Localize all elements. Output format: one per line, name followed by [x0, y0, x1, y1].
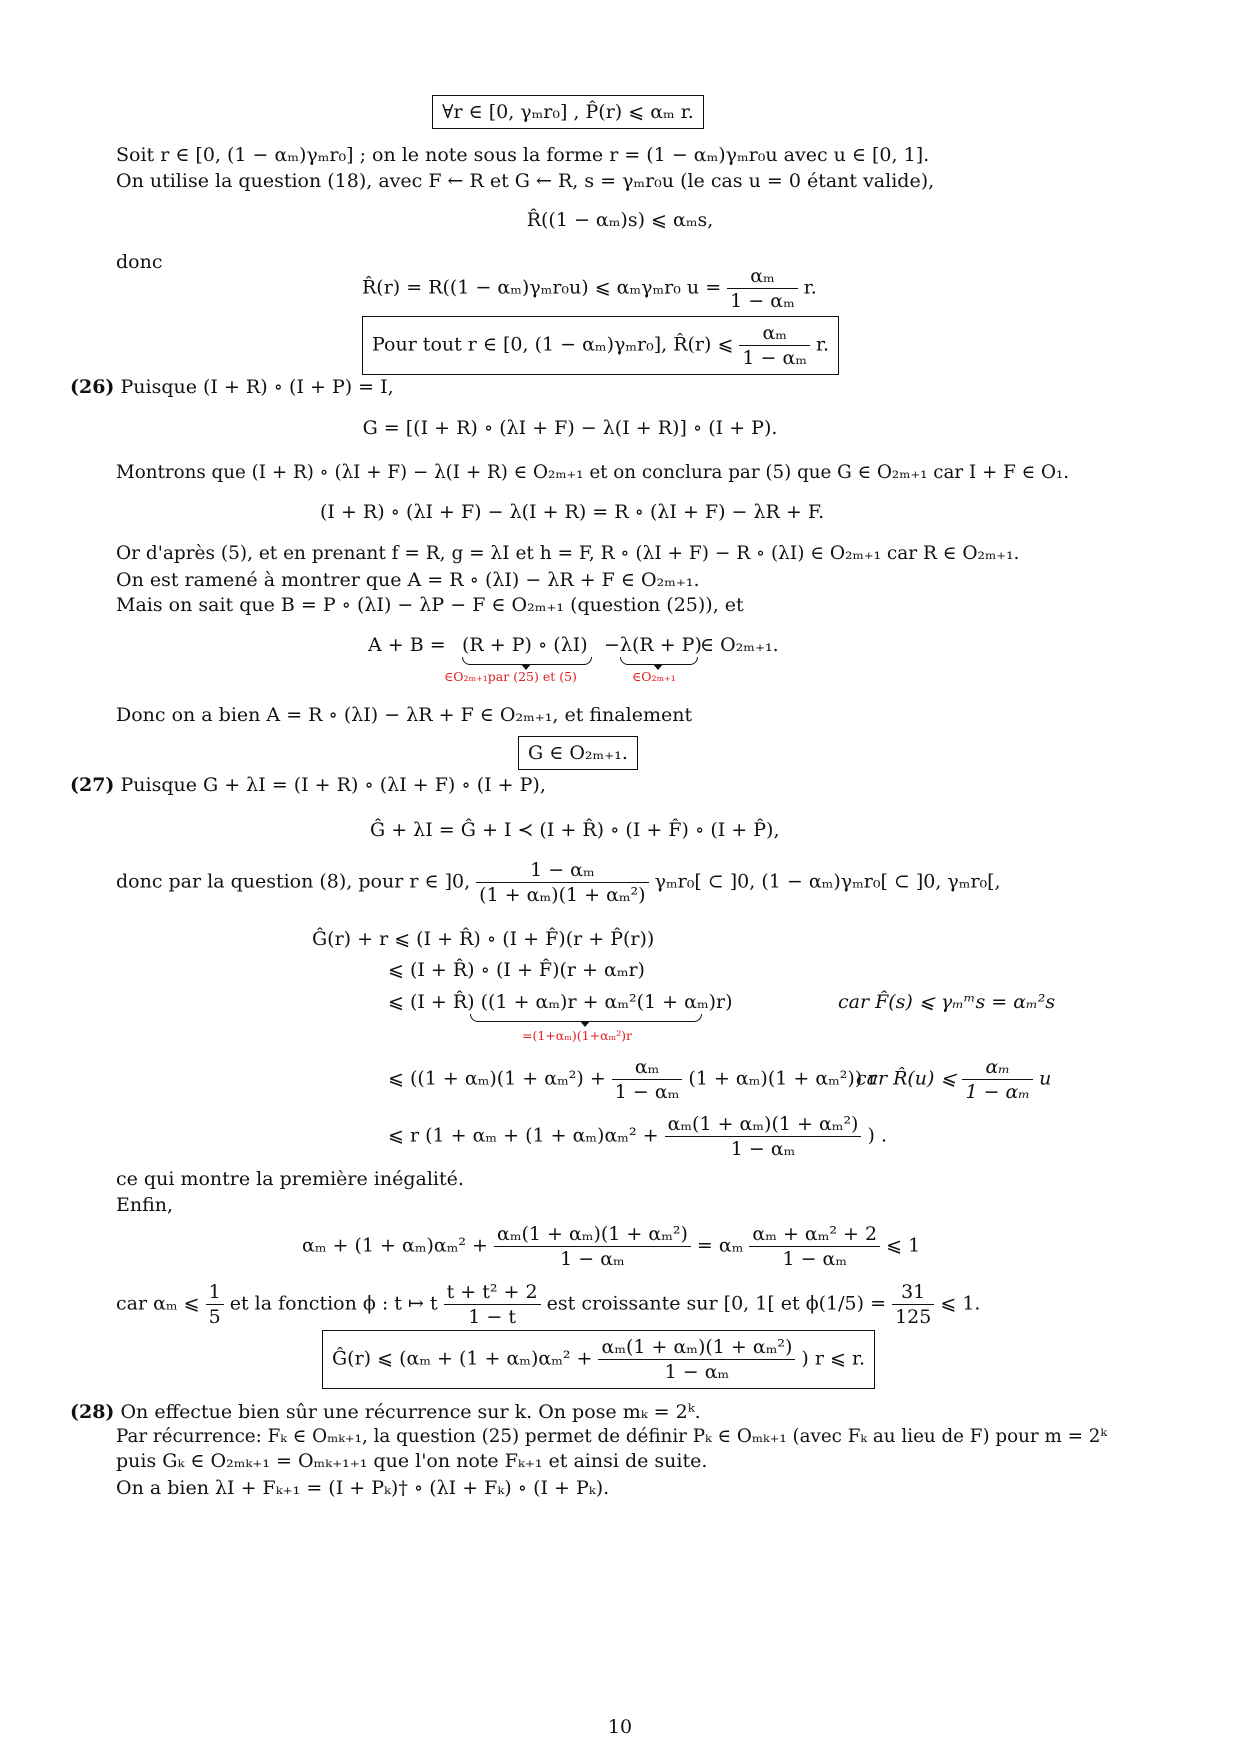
boxed-result-1	[432, 95, 704, 129]
text-line: puis Gₖ ∈ O₂ₘₖ₊₁ = Oₘₖ₊₁₊₁ que l'on note Fₖ₊₁ et ainsi de suite.	[116, 1450, 708, 1472]
equation	[362, 264, 817, 313]
comment-part: u	[1039, 1067, 1052, 1090]
equation-part: R̂(r) = R((1 − αₘ)γₘr₀u) ⩽ αₘγₘr₀ u =	[362, 276, 722, 299]
equation-part: A + B =	[368, 634, 446, 656]
question-number: (27)	[70, 774, 115, 796]
equation: (I + R) ∘ (λI + F) − λ(I + R) = R ∘ (λI + F) − λR + F.	[320, 501, 825, 523]
fraction	[612, 1055, 683, 1104]
equation: R̂((1 − αₘ)s) ⩽ αₘs,	[526, 209, 714, 231]
equation-a-plus-b	[368, 633, 446, 657]
equation-chain-line	[388, 1055, 877, 1104]
fraction-denominator: 1 − αₘ	[730, 290, 795, 312]
text-line	[116, 858, 1001, 907]
text-line: On est ramené à montrer que A = R ∘ (λI) − λR + F ∈ O₂ₘ₊₁.	[116, 569, 700, 591]
comment-part: car R̂(u) ⩽	[856, 1067, 957, 1090]
text-line	[116, 1280, 980, 1329]
underbrace-label: ∈O₂ₘ₊₁	[632, 669, 676, 684]
question-28	[70, 1400, 701, 1424]
fraction	[665, 1112, 862, 1161]
equation-part: ⩽ r (1 + αₘ + (1 + αₘ)αₘ² +	[388, 1124, 659, 1147]
equation-chain-line: ⩽ (I + R̂) ((1 + αₘ)r + αₘ²(1 + αₘ)r)	[388, 991, 733, 1013]
text-line: On a bien λI + Fₖ₊₁ = (I + Pₖ)† ∘ (λI + Fₖ) ∘ (I + Pₖ).	[116, 1477, 610, 1499]
equation-part: = αₘ	[696, 1234, 744, 1257]
fraction-numerator: 1	[206, 1280, 224, 1305]
fraction-denominator: 1 − αₘ	[742, 347, 807, 369]
text-part: donc par la question (8), pour r ∈ ]0,	[116, 870, 471, 893]
fraction-denominator: 1 − αₘ	[730, 1138, 796, 1160]
text-line: Donc on a bien A = R ∘ (λI) − λR + F ∈ O₂ₘ₊₁, et finalement	[116, 704, 693, 726]
fraction-numerator: αₘ(1 + αₘ)(1 + αₘ²)	[598, 1335, 795, 1360]
text-line: On utilise la question (18), avec F ← R et G ← R, s = γₘr₀u (le cas u = 0 étant valide),	[116, 170, 935, 192]
text-line: Mais on sait que B = P ∘ (λI) − λP − F ∈ O₂ₘ₊₁ (question (25)), et	[116, 594, 744, 616]
text-line: Montrons que (I + R) ∘ (λI + F) − λ(I + R) ∈ O₂ₘ₊₁ et on conclura par (5) que G ∈ O₂ₘ₊₁ car I + F ∈ O₁.	[116, 462, 1070, 483]
fraction	[727, 264, 798, 313]
fraction-numerator: 31	[892, 1280, 934, 1305]
boxed-result-1-text: ∀r ∈ [0, γₘr₀] , P̂(r) ⩽ αₘ r.	[442, 101, 694, 123]
text-part: γₘr₀[ ⊂ ]0, (1 − αₘ)γₘr₀[ ⊂ ]0, γₘr₀[,	[654, 870, 1001, 893]
boxed-text: r.	[816, 333, 830, 356]
equation-comment	[856, 1055, 1051, 1104]
text-line: ce qui montre la première inégalité.	[116, 1168, 464, 1190]
boxed-result-2	[362, 316, 839, 375]
fraction	[749, 1222, 880, 1271]
text-line: Soit r ∈ [0, (1 − αₘ)γₘr₀] ; on le note sous la forme r = (1 − αₘ)γₘr₀u avec u ∈ [0, 1].	[116, 144, 930, 166]
equation-chain-line	[388, 1112, 887, 1161]
fraction-denominator: 1 − αₘ	[614, 1081, 680, 1103]
question-number: (26)	[70, 376, 115, 398]
text-line: donc	[116, 251, 163, 273]
equation-part: ⩽ ((1 + αₘ)(1 + αₘ²) +	[388, 1067, 606, 1090]
equation: Ĝ + λI = Ĝ + I ≺ (I + R̂) ∘ (I + F̂) ∘ (I + P̂),	[370, 819, 780, 841]
question-26	[70, 375, 394, 399]
underbrace-label: ∈O₂ₘ₊₁par (25) et (5)	[444, 669, 577, 684]
fraction-numerator: αₘ + αₘ² + 2	[749, 1222, 880, 1247]
fraction	[206, 1280, 224, 1329]
underbrace-tip	[580, 1021, 590, 1027]
fraction-numerator: αₘ	[612, 1055, 683, 1080]
text-part: car αₘ ⩽	[116, 1292, 200, 1315]
equation-part: −λ(R + P)	[604, 634, 702, 656]
question-text: Puisque G + λI = (I + R) ∘ (λI + F) ∘ (I + P),	[120, 774, 546, 796]
equation: G = [(I + R) ∘ (λI + F) − λ(I + R)] ∘ (I + P).	[362, 417, 778, 439]
fraction-denominator: 5	[208, 1306, 221, 1328]
text-part: est croissante sur [0, 1[ et ϕ(1/5) =	[546, 1292, 887, 1315]
fraction-numerator: t + t² + 2	[444, 1280, 541, 1305]
fraction	[494, 1222, 691, 1271]
equation	[302, 1222, 920, 1271]
page-number: 10	[607, 1716, 633, 1738]
boxed-text: G ∈ O₂ₘ₊₁.	[528, 742, 628, 764]
boxed-result-3	[518, 736, 638, 770]
fraction-denominator: 1 − t	[468, 1306, 516, 1328]
fraction-numerator: αₘ(1 + αₘ)(1 + αₘ²)	[665, 1112, 862, 1137]
fraction-denominator: 1 − αₘ	[664, 1361, 730, 1383]
boxed-result-4	[322, 1330, 875, 1389]
fraction	[476, 858, 648, 907]
underbrace-label: =(1+αₘ)(1+αₘ²)r	[522, 1028, 633, 1043]
fraction-numerator: αₘ	[962, 1055, 1033, 1080]
fraction	[598, 1335, 795, 1384]
fraction	[892, 1280, 934, 1329]
fraction-numerator: αₘ	[739, 321, 810, 346]
fraction-numerator: 1 − αₘ	[476, 858, 648, 883]
boxed-text: ) r ⩽ r.	[801, 1347, 865, 1370]
boxed-text: Pour tout r ∈ [0, (1 − αₘ)γₘr₀], R̂(r) ⩽	[372, 333, 734, 356]
text-line: Enfin,	[116, 1194, 174, 1216]
question-text: On effectue bien sûr une récurrence sur k. On pose mₖ = 2ᵏ.	[120, 1401, 701, 1423]
fraction	[444, 1280, 541, 1329]
fraction	[962, 1055, 1033, 1104]
text-part: et la fonction ϕ : t ↦ t	[229, 1292, 438, 1315]
text-line: Par récurrence: Fₖ ∈ Oₘₖ₊₁, la question (25) permet de définir Pₖ ∈ Oₘₖ₊₁ (avec Fₖ au lieu de F) pour m = 2ᵏ	[116, 1426, 1108, 1447]
equation-part: ) .	[867, 1124, 888, 1147]
equation-part: r.	[803, 276, 817, 299]
boxed-text: Ĝ(r) ⩽ (αₘ + (1 + αₘ)αₘ² +	[332, 1347, 593, 1370]
equation-part: (R + P) ∘ (λI)	[462, 634, 588, 656]
equation-part: (1 + αₘ)(1 + αₘ²)) r	[688, 1067, 878, 1090]
question-text: Puisque (I + R) ∘ (I + P) = I,	[120, 376, 394, 398]
fraction-denominator: 1 − αₘ	[782, 1248, 848, 1270]
fraction-numerator: αₘ(1 + αₘ)(1 + αₘ²)	[494, 1222, 691, 1247]
text-line: Or d'après (5), et en prenant f = R, g = λI et h = F, R ∘ (λI + F) − R ∘ (λI) ∈ O₂ₘ₊₁ car R ∈ O₂ₘ₊₁.	[116, 543, 1020, 564]
fraction	[739, 321, 810, 370]
fraction-numerator: αₘ	[727, 264, 798, 289]
equation-part: ∈ O₂ₘ₊₁.	[700, 634, 779, 656]
equation-chain-line: ⩽ (I + R̂) ∘ (I + F̂)(r + αₘr)	[388, 959, 645, 981]
equation-chain-line: Ĝ(r) + r ⩽ (I + R̂) ∘ (I + F̂)(r + P̂(r))	[312, 928, 655, 950]
fraction-denominator: 125	[895, 1306, 932, 1328]
fraction-denominator: 1 − αₘ	[965, 1081, 1031, 1103]
fraction-denominator: (1 + αₘ)(1 + αₘ²)	[479, 884, 646, 906]
fraction-denominator: 1 − αₘ	[560, 1248, 625, 1270]
equation-part: ⩽ 1	[886, 1234, 921, 1257]
text-part: ⩽ 1.	[940, 1292, 981, 1315]
question-27	[70, 773, 546, 797]
equation-comment: car F̂(s) ⩽ γₘᵐs = αₘ²s	[838, 991, 1056, 1013]
question-number: (28)	[70, 1401, 115, 1423]
equation-part: αₘ + (1 + αₘ)αₘ² +	[302, 1234, 488, 1257]
